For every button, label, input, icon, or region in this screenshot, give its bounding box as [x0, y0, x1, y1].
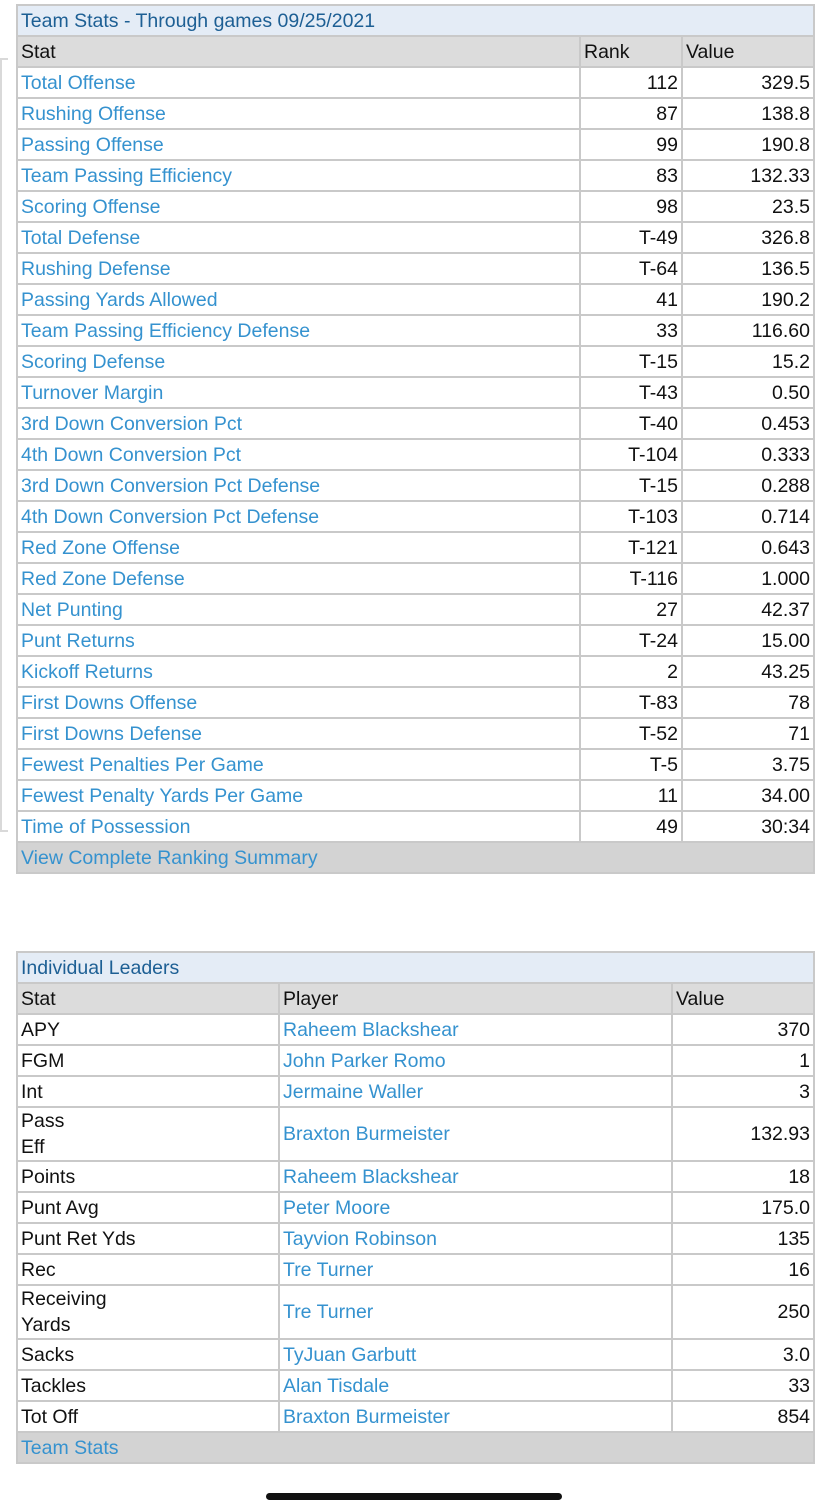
team-stat-value: 15.00: [682, 625, 814, 656]
team-stats-link[interactable]: Team Stats: [21, 1436, 119, 1459]
team-stat-value: 43.25: [682, 656, 814, 687]
team-stat-link[interactable]: Rushing Offense: [21, 102, 166, 125]
team-stat-value: 23.5: [682, 191, 814, 222]
team-stat-row: [17, 377, 814, 408]
leader-player-cell: [279, 1076, 672, 1107]
team-stat-value: 190.8: [682, 129, 814, 160]
team-stat-rank: T-49: [580, 222, 682, 253]
team-stat-rank: 99: [580, 129, 682, 160]
team-stat-row: [17, 222, 814, 253]
value-column-header: Value: [682, 36, 814, 67]
leader-stat-cell: Sacks: [17, 1339, 279, 1370]
team-stat-row: [17, 129, 814, 160]
team-stats-body: [17, 5, 814, 842]
team-stat-name-cell: [17, 470, 580, 501]
player-link[interactable]: Braxton Burmeister: [283, 1405, 450, 1428]
leaders-header-row: [17, 983, 814, 1014]
team-stat-row: [17, 718, 814, 749]
leader-value-cell: 16: [672, 1254, 814, 1285]
team-stat-link[interactable]: Team Passing Efficiency: [21, 164, 232, 187]
team-stat-row: [17, 98, 814, 129]
team-stat-name-cell: [17, 408, 580, 439]
team-stat-name-cell: [17, 160, 580, 191]
team-stat-rank: T-104: [580, 439, 682, 470]
leader-player-cell: [279, 1285, 672, 1339]
team-stat-name-cell: [17, 811, 580, 842]
team-stat-rank: 87: [580, 98, 682, 129]
team-stat-link[interactable]: Time of Possession: [21, 815, 191, 838]
team-stat-name-cell: [17, 284, 580, 315]
leader-value-cell: 250: [672, 1285, 814, 1339]
team-stat-rank: T-15: [580, 470, 682, 501]
team-stat-name-cell: [17, 98, 580, 129]
team-stat-row: [17, 501, 814, 532]
team-stat-row: [17, 780, 814, 811]
team-stat-rank: T-52: [580, 718, 682, 749]
team-stat-link[interactable]: 3rd Down Conversion Pct: [21, 412, 243, 435]
team-stat-rank: T-64: [580, 253, 682, 284]
player-link[interactable]: John Parker Romo: [283, 1049, 446, 1072]
team-stat-row: [17, 594, 814, 625]
team-stat-name-cell: [17, 346, 580, 377]
team-stat-name-cell: [17, 594, 580, 625]
leader-player-cell: [279, 1339, 672, 1370]
team-stat-rank: 98: [580, 191, 682, 222]
team-stat-name-cell: [17, 625, 580, 656]
leader-row: [17, 1370, 814, 1401]
leader-stat-cell: Tackles: [17, 1370, 279, 1401]
leader-row: [17, 1339, 814, 1370]
team-stat-row: [17, 470, 814, 501]
leader-player-cell: [279, 1223, 672, 1254]
leader-value-cell: 1: [672, 1045, 814, 1076]
leader-row: [17, 1254, 814, 1285]
stat-column-header: Stat: [17, 36, 580, 67]
leader-player-cell: [279, 1254, 672, 1285]
team-stat-value: 116.60: [682, 315, 814, 346]
team-stat-name-cell: [17, 191, 580, 222]
team-stat-row: [17, 408, 814, 439]
team-stat-link[interactable]: Total Offense: [21, 71, 136, 94]
team-stat-value: 138.8: [682, 98, 814, 129]
leader-value-cell: 370: [672, 1014, 814, 1045]
leader-value-cell: 3.0: [672, 1339, 814, 1370]
view-complete-ranking-summary-link[interactable]: View Complete Ranking Summary: [21, 846, 318, 869]
leader-row: [17, 1107, 814, 1161]
team-stat-rank: 49: [580, 811, 682, 842]
team-stat-link[interactable]: Net Punting: [21, 598, 123, 621]
team-stat-row: [17, 67, 814, 98]
leader-stat-cell: FGM: [17, 1045, 279, 1076]
team-stat-row: [17, 191, 814, 222]
leader-player-cell: [279, 1045, 672, 1076]
team-stats-header-row: [17, 36, 814, 67]
team-stats-caption-row: [17, 5, 814, 36]
team-stat-link[interactable]: Scoring Offense: [21, 195, 161, 218]
leader-player-cell: [279, 1370, 672, 1401]
team-stat-name-cell: [17, 532, 580, 563]
team-stat-value: 1.000: [682, 563, 814, 594]
leader-stat-cell: Points: [17, 1161, 279, 1192]
team-stat-link[interactable]: First Downs Offense: [21, 691, 198, 714]
team-stat-value: 3.75: [682, 749, 814, 780]
leader-row: [17, 1223, 814, 1254]
team-stat-value: 30:34: [682, 811, 814, 842]
leader-stat-cell: Punt Avg: [17, 1192, 279, 1223]
team-stat-name-cell: [17, 687, 580, 718]
team-stat-name-cell: [17, 749, 580, 780]
team-stat-value: 136.5: [682, 253, 814, 284]
individual-leaders-body: [17, 952, 814, 1432]
team-stat-link[interactable]: Kickoff Returns: [21, 660, 153, 683]
team-stat-link[interactable]: 4th Down Conversion Pct Defense: [21, 505, 320, 528]
team-stat-rank: T-116: [580, 563, 682, 594]
team-stat-link[interactable]: 3rd Down Conversion Pct Defense: [21, 474, 321, 497]
team-stat-link[interactable]: Turnover Margin: [21, 381, 164, 404]
team-stat-value: 132.33: [682, 160, 814, 191]
leader-stat-cell: Rec: [17, 1254, 279, 1285]
leader-row: [17, 1161, 814, 1192]
team-stat-row: [17, 253, 814, 284]
leader-stat-cell: Int: [17, 1076, 279, 1107]
player-link[interactable]: Raheem Blackshear: [283, 1018, 459, 1041]
leader-row: [17, 1014, 814, 1045]
leader-player-cell: [279, 1014, 672, 1045]
team-stat-value: 0.714: [682, 501, 814, 532]
team-stats-footer-row: [17, 842, 814, 873]
individual-leaders-table: [16, 951, 815, 1464]
team-stat-value: 42.37: [682, 594, 814, 625]
team-stat-rank: T-83: [580, 687, 682, 718]
team-stat-rank: 27: [580, 594, 682, 625]
team-stat-row: [17, 439, 814, 470]
team-stat-row: [17, 563, 814, 594]
leader-player-cell: [279, 1161, 672, 1192]
leader-stat-column-header: Stat: [17, 983, 279, 1014]
leader-row: [17, 1076, 814, 1107]
team-stat-value: 0.288: [682, 470, 814, 501]
player-link[interactable]: Tre Turner: [283, 1301, 374, 1323]
leader-value-cell: 3: [672, 1076, 814, 1107]
team-stat-row: [17, 315, 814, 346]
leader-value-cell: 132.93: [672, 1107, 814, 1161]
team-stat-rank: 2: [580, 656, 682, 687]
team-stat-value: 71: [682, 718, 814, 749]
team-stat-row: [17, 532, 814, 563]
leader-row: [17, 1045, 814, 1076]
team-stat-rank: T-103: [580, 501, 682, 532]
leader-stat-cell: Punt Ret Yds: [17, 1223, 279, 1254]
player-link[interactable]: Peter Moore: [283, 1196, 391, 1219]
team-stat-row: [17, 811, 814, 842]
team-stat-name-cell: [17, 563, 580, 594]
team-stat-name-cell: [17, 315, 580, 346]
team-stat-row: [17, 160, 814, 191]
leader-player-cell: [279, 1401, 672, 1432]
team-stat-rank: T-15: [580, 346, 682, 377]
player-link[interactable]: Raheem Blackshear: [283, 1165, 459, 1188]
team-stat-value: 190.2: [682, 284, 814, 315]
team-stat-link[interactable]: Red Zone Offense: [21, 536, 180, 559]
team-stats-title: Team Stats - Through games 09/25/2021: [17, 5, 814, 36]
team-stat-rank: T-24: [580, 625, 682, 656]
team-stat-rank: T-43: [580, 377, 682, 408]
team-stat-name-cell: [17, 501, 580, 532]
team-stat-link[interactable]: Punt Returns: [21, 629, 135, 652]
team-stat-name-cell: [17, 718, 580, 749]
leader-stat-cell: [17, 1107, 279, 1161]
leader-row: [17, 1401, 814, 1432]
team-stat-rank: 33: [580, 315, 682, 346]
player-link[interactable]: Braxton Burmeister: [283, 1123, 450, 1145]
team-stat-link[interactable]: Team Passing Efficiency Defense: [21, 319, 311, 342]
team-stat-name-cell: [17, 253, 580, 284]
leader-value-cell: 33: [672, 1370, 814, 1401]
team-stat-link[interactable]: Red Zone Defense: [21, 567, 185, 590]
team-stat-row: [17, 346, 814, 377]
team-stat-rank: 11: [580, 780, 682, 811]
team-stat-name-cell: [17, 439, 580, 470]
team-stat-link[interactable]: First Downs Defense: [21, 722, 202, 745]
team-stat-value: 78: [682, 687, 814, 718]
team-stat-value: 326.8: [682, 222, 814, 253]
team-stat-row: [17, 656, 814, 687]
team-stat-row: [17, 687, 814, 718]
leader-value-cell: 18: [672, 1161, 814, 1192]
leaders-caption-row: [17, 952, 814, 983]
team-stat-name-cell: [17, 129, 580, 160]
team-stat-value: 15.2: [682, 346, 814, 377]
team-stat-value: 0.50: [682, 377, 814, 408]
left-frame-edge: [0, 58, 8, 832]
team-stat-row: [17, 284, 814, 315]
leader-stat-cell: [17, 1285, 279, 1339]
player-column-header: Player: [279, 983, 672, 1014]
team-stat-link[interactable]: Rushing Defense: [21, 257, 171, 280]
team-stat-row: [17, 625, 814, 656]
player-link[interactable]: TyJuan Garbutt: [283, 1343, 417, 1366]
team-stat-name-cell: [17, 222, 580, 253]
team-stat-value: 0.333: [682, 439, 814, 470]
home-indicator-bar: [266, 1493, 562, 1500]
player-link[interactable]: Alan Tisdale: [283, 1374, 390, 1397]
team-stat-rank: 83: [580, 160, 682, 191]
team-stat-link[interactable]: Passing Yards Allowed: [21, 288, 218, 311]
team-stat-rank: T-121: [580, 532, 682, 563]
team-stat-rank: 41: [580, 284, 682, 315]
team-stat-link[interactable]: Passing Offense: [21, 133, 164, 156]
leader-stat-cell: Tot Off: [17, 1401, 279, 1432]
team-stat-rank: 112: [580, 67, 682, 98]
team-stat-link[interactable]: Fewest Penalties Per Game: [21, 753, 264, 776]
team-stats-table: [16, 4, 815, 874]
team-stat-rank: T-40: [580, 408, 682, 439]
player-link[interactable]: Tre Turner: [283, 1258, 374, 1281]
team-stat-link[interactable]: Scoring Defense: [21, 350, 166, 373]
leader-player-cell: [279, 1107, 672, 1161]
leader-stat-text: Pass Eff: [21, 1110, 65, 1158]
team-stat-name-cell: [17, 780, 580, 811]
leader-value-cell: 175.0: [672, 1192, 814, 1223]
leader-value-cell: 854: [672, 1401, 814, 1432]
team-stat-link[interactable]: 4th Down Conversion Pct: [21, 443, 242, 466]
leaders-footer-row: [17, 1432, 814, 1463]
team-stat-row: [17, 749, 814, 780]
team-stat-rank: T-5: [580, 749, 682, 780]
team-stat-link[interactable]: Total Defense: [21, 226, 141, 249]
leader-player-cell: [279, 1192, 672, 1223]
team-stat-name-cell: [17, 377, 580, 408]
leader-row: [17, 1285, 814, 1339]
team-stat-link[interactable]: Fewest Penalty Yards Per Game: [21, 784, 304, 807]
leader-value-cell: 135: [672, 1223, 814, 1254]
leaders-title: Individual Leaders: [17, 952, 814, 983]
team-stat-value: 34.00: [682, 780, 814, 811]
team-stat-name-cell: [17, 656, 580, 687]
player-link[interactable]: Tayvion Robinson: [283, 1227, 437, 1250]
rank-column-header: Rank: [580, 36, 682, 67]
leader-row: [17, 1192, 814, 1223]
leader-stat-text: Receiving Yards: [21, 1288, 107, 1336]
team-stat-value: 329.5: [682, 67, 814, 98]
team-stat-value: 0.643: [682, 532, 814, 563]
leader-value-column-header: Value: [672, 983, 814, 1014]
team-stat-name-cell: [17, 67, 580, 98]
team-stat-value: 0.453: [682, 408, 814, 439]
player-link[interactable]: Jermaine Waller: [283, 1080, 424, 1103]
leader-stat-cell: APY: [17, 1014, 279, 1045]
